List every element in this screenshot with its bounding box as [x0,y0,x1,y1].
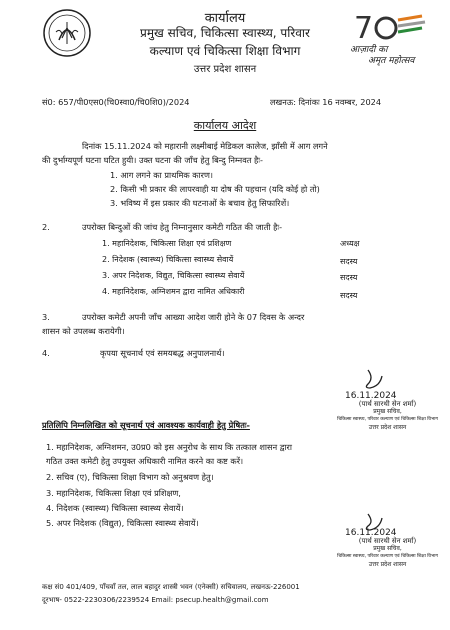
reference-number: सं0: 657/पी0एस0(चि0स्वा0/चि0शि0)/2024 [42,97,190,107]
copy-item-5: 5. अपर निदेशक (विद्युत), चिकित्सा स्वास्थ्य सेवायें। [46,518,199,528]
signature1-dept: चिकित्सा स्वास्थ्य, परिवार कल्याण एवं चिकित्सा शिक्षा विभाग [337,417,438,422]
header-line3: उत्तर प्रदेश शासन [193,64,257,75]
signature2-designation: प्रमुख सचिव, [373,545,402,552]
committee-member-1: 1. महानिदेशक, चिकित्सा शिक्षा एवं प्रशिक्षण [102,239,232,248]
committee-role-2: सदस्य [340,257,358,266]
copy-item-4: 4. निदेशक (स्वास्थ्य) चिकित्सा स्वास्थ्य सेवायें। [46,503,184,513]
copy-heading: प्रतिलिपि निम्नलिखित को सूचनार्थ एवं आवश्यक कार्यवाही हेतु प्रेषितः- [42,420,250,430]
copy-item-1-cont: गठित उक्त कमेटी हेतु उपयुक्त अधिकारी नामित करने का कष्ट करें। [46,456,244,466]
para2-number: 2. [42,222,50,232]
office-heading: कार्यालय [204,11,246,26]
signature1-state: उत्तर प्रदेश शासन [368,424,407,431]
committee-role-1: अध्यक्ष [340,239,360,248]
order-date: लखनऊ: दिनांकः 16 नवम्बर, 2024 [270,97,382,107]
copy-item-3: 3. महानिदेशक, चिकित्सा शिक्षा एवं प्रशिक्षण, [46,488,181,498]
committee-role-4: सदस्य [340,291,358,300]
committee-member-2: 2. निदेशक (स्वास्थ्य) चिकित्सा स्वास्थ्य सेवायें [102,255,234,264]
order-title: कार्यालय आदेश [193,119,257,132]
para3-line1: उपरोक्त कमेटी अपनी जाँच आख्या आदेश जारी होने के 07 दिवस के अन्दर [82,312,305,322]
signature1-date: 16.11.2024 [345,391,397,401]
footer-contact: दूरभाष- 0522-2230306/2239524 Email: psecup.health@gmail.com [42,596,269,604]
committee-role-3: सदस्य [340,273,358,282]
svg-text:7: 7 [354,11,374,44]
signature2-state: उत्तर प्रदेश शासन [368,561,407,568]
signature1-name: (पार्थ सारथी सेन शर्मा) [358,400,417,408]
header-line1: प्रमुख सचिव, चिकित्सा स्वास्थ्य, परिवार [140,26,310,40]
point-1: 1. आग लगने का प्राथमिक कारण। [110,170,214,180]
para3-number: 3. [42,312,50,322]
signature1-designation: प्रमुख सचिव, [373,408,402,415]
para4-line1: कृपया सूचनार्थ एवं समयबद्ध अनुपालनार्थ। [100,348,225,358]
para1-line2: की दुर्भाग्यपूर्ण घटना घटित हुयी। उक्त घटना की जाँच हेतु बिन्दु निम्नवत हैः- [42,155,263,165]
copy-item-1: 1. महानिदेशक, अग्निशमन, उ0प्र0 को इस अनुरोध के साथ कि तत्काल शासन द्वारा [46,442,293,452]
azadi-amrit-mahotsav-logo [340,10,435,65]
para2-line1: उपरोक्त बिन्दुओं की जांच हेतु निम्नानुसार कमेटी गठित की जाती हैः- [82,222,283,232]
header-line2: कल्याण एवं चिकित्सा शिक्षा विभाग [149,44,301,58]
point-3: 3. भविष्य में इस प्रकार की घटनाओं के बचाव हेतु सिफारिशें। [110,198,290,208]
point-2: 2. किसी भी प्रकार की लापरवाही या दोष की पहचान (यदि कोई हो तो) [110,184,320,194]
signature2-dept: चिकित्सा स्वास्थ्य, परिवार कल्याण एवं चिकित्सा शिक्षा विभाग [337,554,438,559]
azadi-line2: अमृत महोत्सव [368,56,415,66]
signature1-block [325,400,450,432]
footer-address: कक्ष सं0 401/409, पाँचवाँ तल, लाल बहादुर शास्त्री भवन (एनेक्सी) सचिवालय, लखनऊ-226001 [42,583,300,591]
signature2-name: (पार्थ सारथी सेन शर्मा) [358,537,417,545]
copy-item-2: 2. सचिव (ए), चिकित्सा शिक्षा विभाग को अनुश्रवण हेतु। [46,472,214,482]
azadi-line1: आज़ादी का [350,45,388,55]
committee-member-4: 4. महानिदेशक, अग्निशमन द्वारा नामित अधिकारी [102,287,245,296]
para3-line2: शासन को उपलब्ध करायेगी। [42,326,125,336]
para4-number: 4. [42,348,50,358]
signature2-block [325,537,450,569]
para1-line1: दिनांक 15.11.2024 को महारानी लक्ष्मीबाई मेडिकल कालेज, झाँसी में आग लगने [82,141,328,151]
committee-member-3: 3. अपर निदेशक, विद्युत, चिकित्सा स्वास्थ्य सेवायें [102,271,245,280]
signature2-date: 16.11.2024 [345,528,397,538]
